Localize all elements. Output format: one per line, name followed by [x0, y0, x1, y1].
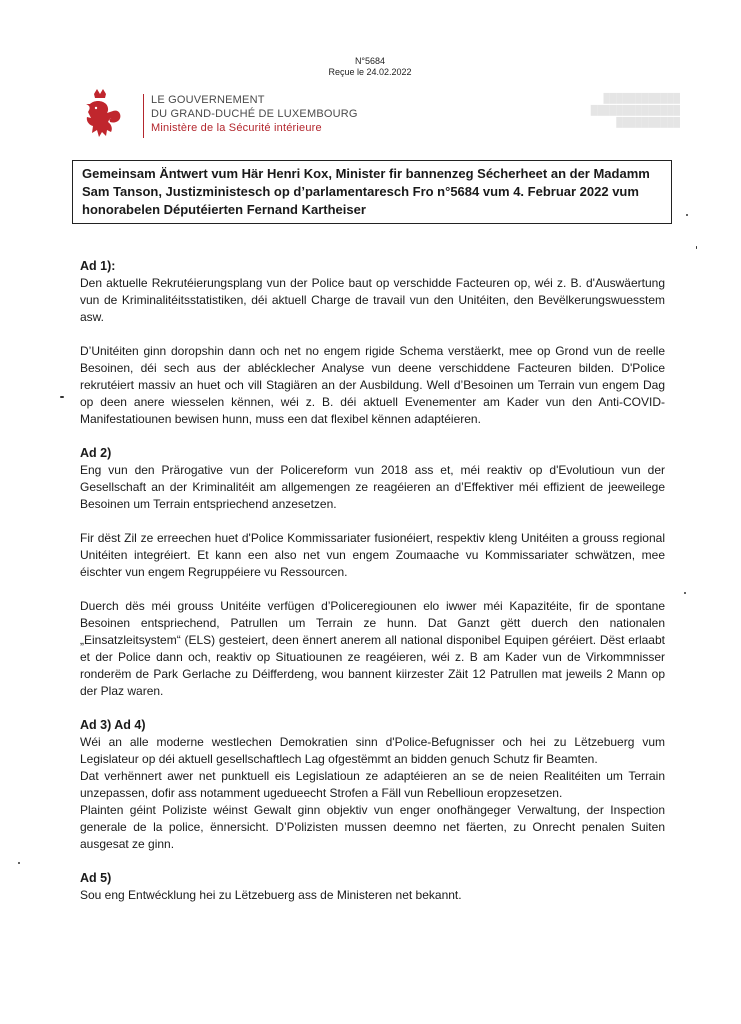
paragraph: D’Unitéiten ginn doropshin dann och net no engem rigide Schema verstäerkt, mee op Grond vun de reelle Besoinen, déi sech aus der ablécklecher Analyse vun deene verschiddene Facteuren bilden. D'Police rekrutéiert massiv an huet och vill Stagiären an der Ausbildung. Well d’Besoinen um Terrain vun engem Dag op deen anere wiesselen kënnen, wéi z. B. déi aktuell Evenementer am Kader vun den Anti-COVID-Manifestatiounen bewisen hunn, muss een dat flexibel kënnen adaptéieren. — [80, 344, 665, 426]
paragraph: Duerch dës méi grouss Unitéite verfügen d’Policeregiounen elo iwwer méi Kapazitéite, fir de spontane Besoinen entspriechend, Patrullen um Terrain ze hunn. Dat Ganzt gëtt duerch den nationalen „Einsatzleitsystem“ (ELS) gesteiert, deen ënnert anerem all national disponibel Equipen géréiert. Dëst erlaabt et der Police dann och, reaktiv op Situatiounen ze reagéieren, wéi z. B am Kader vun de Virkommnisser ronderëm de Park Gerlache zu Déifferdeng, wou bannent kiirzester Zäit 12 Patrullen mat jeweils 2 Mann op der Plaz waren. — [80, 599, 665, 698]
scan-speck — [684, 592, 686, 594]
stamp-received: Reçue le 24.02.2022 — [328, 67, 412, 77]
paragraph: Den aktuelle Rekrutéierungsplang vun der Police baut op verschidde Facteuren op, wéi z. B. d'Auswäertung vun de Kriminalitéitsstatistiken, déi aktuell Charge de travail vun den Unitéiten, den Bevëlkerungswuesstem asw. — [80, 276, 665, 324]
government-header — [151, 93, 358, 135]
section-heading: Ad 5) — [80, 871, 112, 885]
header-divider — [143, 94, 144, 138]
section-heading: Ad 2) — [80, 446, 112, 460]
scan-speck — [696, 246, 697, 249]
answer-body — [80, 258, 665, 904]
paragraph: Dat verhënnert awer net punktuell eis Legislatioun ze adaptéieren an se de neien Realitéiten um Terrain unzepassen, dofir ass notamment ugedueecht Strofen a Fäll vun Rebellioun eropzesetzen. — [80, 769, 665, 800]
receipt-stamp — [300, 56, 440, 78]
scan-speck — [686, 214, 688, 216]
ministry-name: Ministère de la Sécurité intérieure — [151, 122, 322, 134]
scan-speck — [60, 396, 64, 398]
paragraph: Plainten géint Poliziste wéinst Gewalt ginn objektiv vun enger onofhängeger Verwaltung, der Inspection generale de la police, ënnersicht. D’Polizisten mussen deemno net fäerten, zu Onrecht penalen Suiten ausgesat ze ginn. — [80, 803, 665, 851]
paragraph: Eng vun den Prärogative vun der Policereform vun 2018 ass et, méi reaktiv op d'Evolutioun vun der Gesellschaft an der Kriminalitéit am allgemengen ze reagéieren an d’Effektiver méi effizient de jeeweilege Besoinen um Terrain entspriechend anzesetzen. — [80, 463, 665, 511]
paragraph: Sou eng Entwécklung hei zu Lëtzebuerg ass de Ministeren net bekannt. — [80, 888, 462, 902]
gov-line-1: LE GOUVERNEMENT — [151, 94, 265, 106]
paragraph: Fir dëst Zil ze erreechen huet d'Police Kommissariater fusionéiert, respektiv kleng Unitéiten a grouss regional Unitéiten integréiert. Et kann een also net vun engem Zoumaache vu Kommissariater schwätzen, mee éischter vun engem Regruppéiere vu Ressourcen. — [80, 531, 665, 579]
section-ad-3-4 — [80, 717, 665, 853]
section-heading: Ad 3) Ad 4) — [80, 718, 146, 732]
stamp-number: N°5684 — [354, 56, 386, 66]
section-heading: Ad 1): — [80, 259, 116, 273]
gov-line-2: DU GRAND-DUCHÉ DE LUXEMBOURG — [151, 108, 358, 120]
show-through-shadow: ████████████ ██████████████ ██████████ — [590, 93, 680, 127]
section-ad-5 — [80, 870, 665, 904]
document-title: Gemeinsam Äntwert vum Här Henri Kox, Minister fir bannenzeg Sécherheet an der Madamm Sam Tanson, Justizministesch op d’parlamentaresch Fro n°5684 vum 4. Februar 2022 vum honorabelen Députéierten Fernand Kartheiser — [72, 160, 672, 224]
section-ad-1 — [80, 258, 665, 428]
red-lion-crest-icon — [80, 88, 128, 144]
section-ad-2 — [80, 445, 665, 700]
scan-speck — [18, 862, 20, 864]
paragraph: Wéi an alle moderne westlechen Demokratien sinn d'Police-Befugnisser och hei zu Lëtzebuerg vum Legislateur op déi aktuell gesellschaftlech Lag ofgestëmmt an bidden genuch Schutz fir Beamten. — [80, 735, 665, 766]
